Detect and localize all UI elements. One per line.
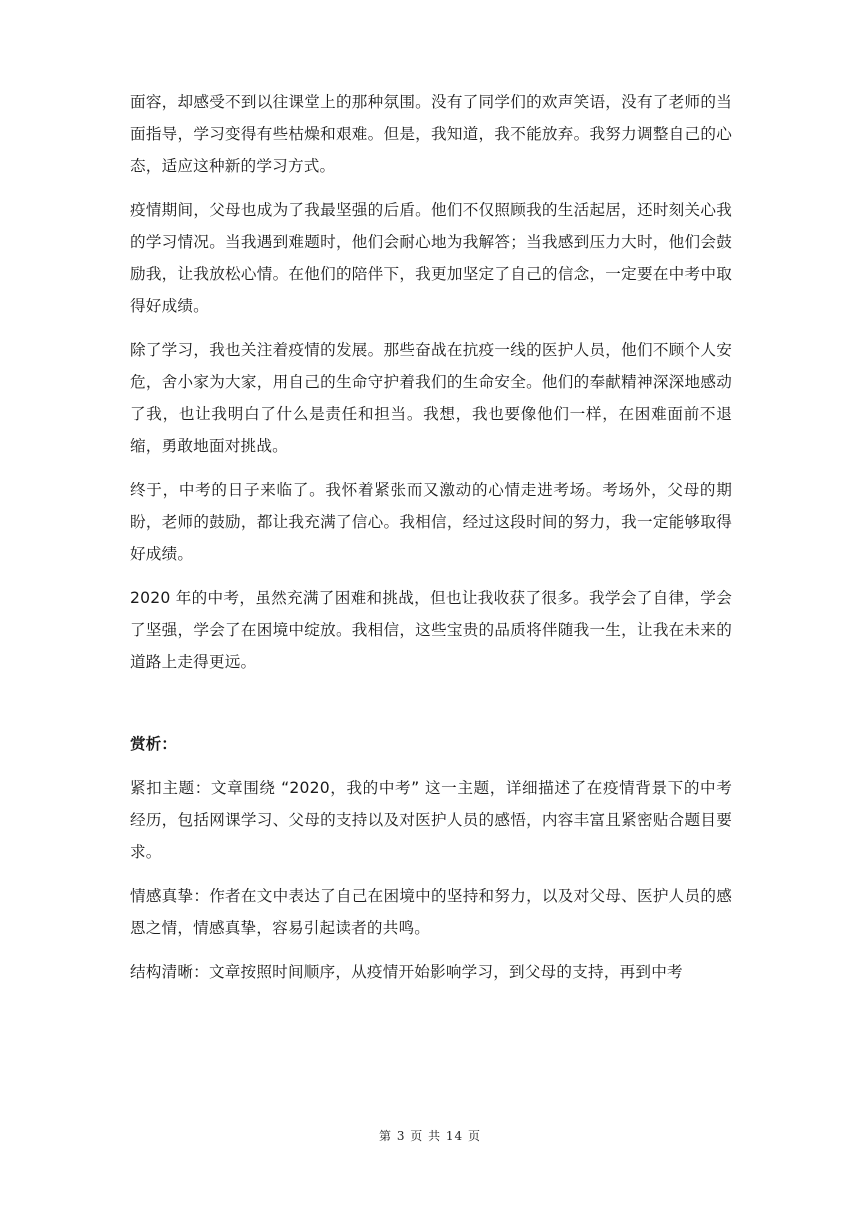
body-paragraph-3: 除了学习，我也关注着疫情的发展。那些奋战在抗疫一线的医护人员，他们不顾个人安危，舍小家为大家，用自己的生命守护着我们的生命安全。他们的奉献精神深深地感动了我，也让我明白了什么是责任和担当。我想，我也要像他们一样，在困难面前不退缩，勇敢地面对挑战。 [130,341,732,455]
analysis-paragraph-1: 紧扣主题：文章围绕 “2020，我的中考” 这一主题，详细描述了在疫情背景下的中考经历，包括网课学习、父母的支持以及对医护人员的感悟，内容丰富且紧密贴合题目要求。 [130,779,732,861]
analysis-heading: 赏析： [130,735,177,753]
body-paragraph-2: 疫情期间，父母也成为了我最坚强的后盾。他们不仅照顾我的生活起居，还时刻关心我的学习情况。当我遇到难题时，他们会耐心地为我解答；当我感到压力大时，他们会鼓励我，让我放松心情。在他们的陪伴下，我更加坚定了自己的信念，一定要在中考中取得好成绩。 [130,201,732,315]
analysis-paragraph-2: 情感真挚：作者在文中表达了自己在困境中的坚持和努力，以及对父母、医护人员的感恩之情，情感真挚，容易引起读者的共鸣。 [130,887,732,937]
analysis-paragraph-3: 结构清晰：文章按照时间顺序，从疫情开始影响学习，到父母的支持，再到中考 [130,963,683,981]
section-spacer [130,690,732,728]
page-number-footer: 第 3 页 共 14 页 [379,1129,481,1143]
body-paragraph-4: 终于，中考的日子来临了。我怀着紧张而又激动的心情走进考场。考场外，父母的期盼，老师的鼓励，都让我充满了信心。我相信，经过这段时间的努力，我一定能够取得好成绩。 [130,481,732,563]
body-paragraph-1: 面容，却感受不到以往课堂上的那种氛围。没有了同学们的欢声笑语，没有了老师的当面指导，学习变得有些枯燥和艰难。但是，我知道，我不能放弃。我努力调整自己的心态，适应这种新的学习方式。 [130,93,732,175]
body-paragraph-5: 2020 年的中考，虽然充满了困难和挑战，但也让我收获了很多。我学会了自律，学会了坚强，学会了在困境中绽放。我相信，这些宝贵的品质将伴随我一生，让我在未来的道路上走得更远。 [130,589,732,671]
document-page [130,86,732,1000]
